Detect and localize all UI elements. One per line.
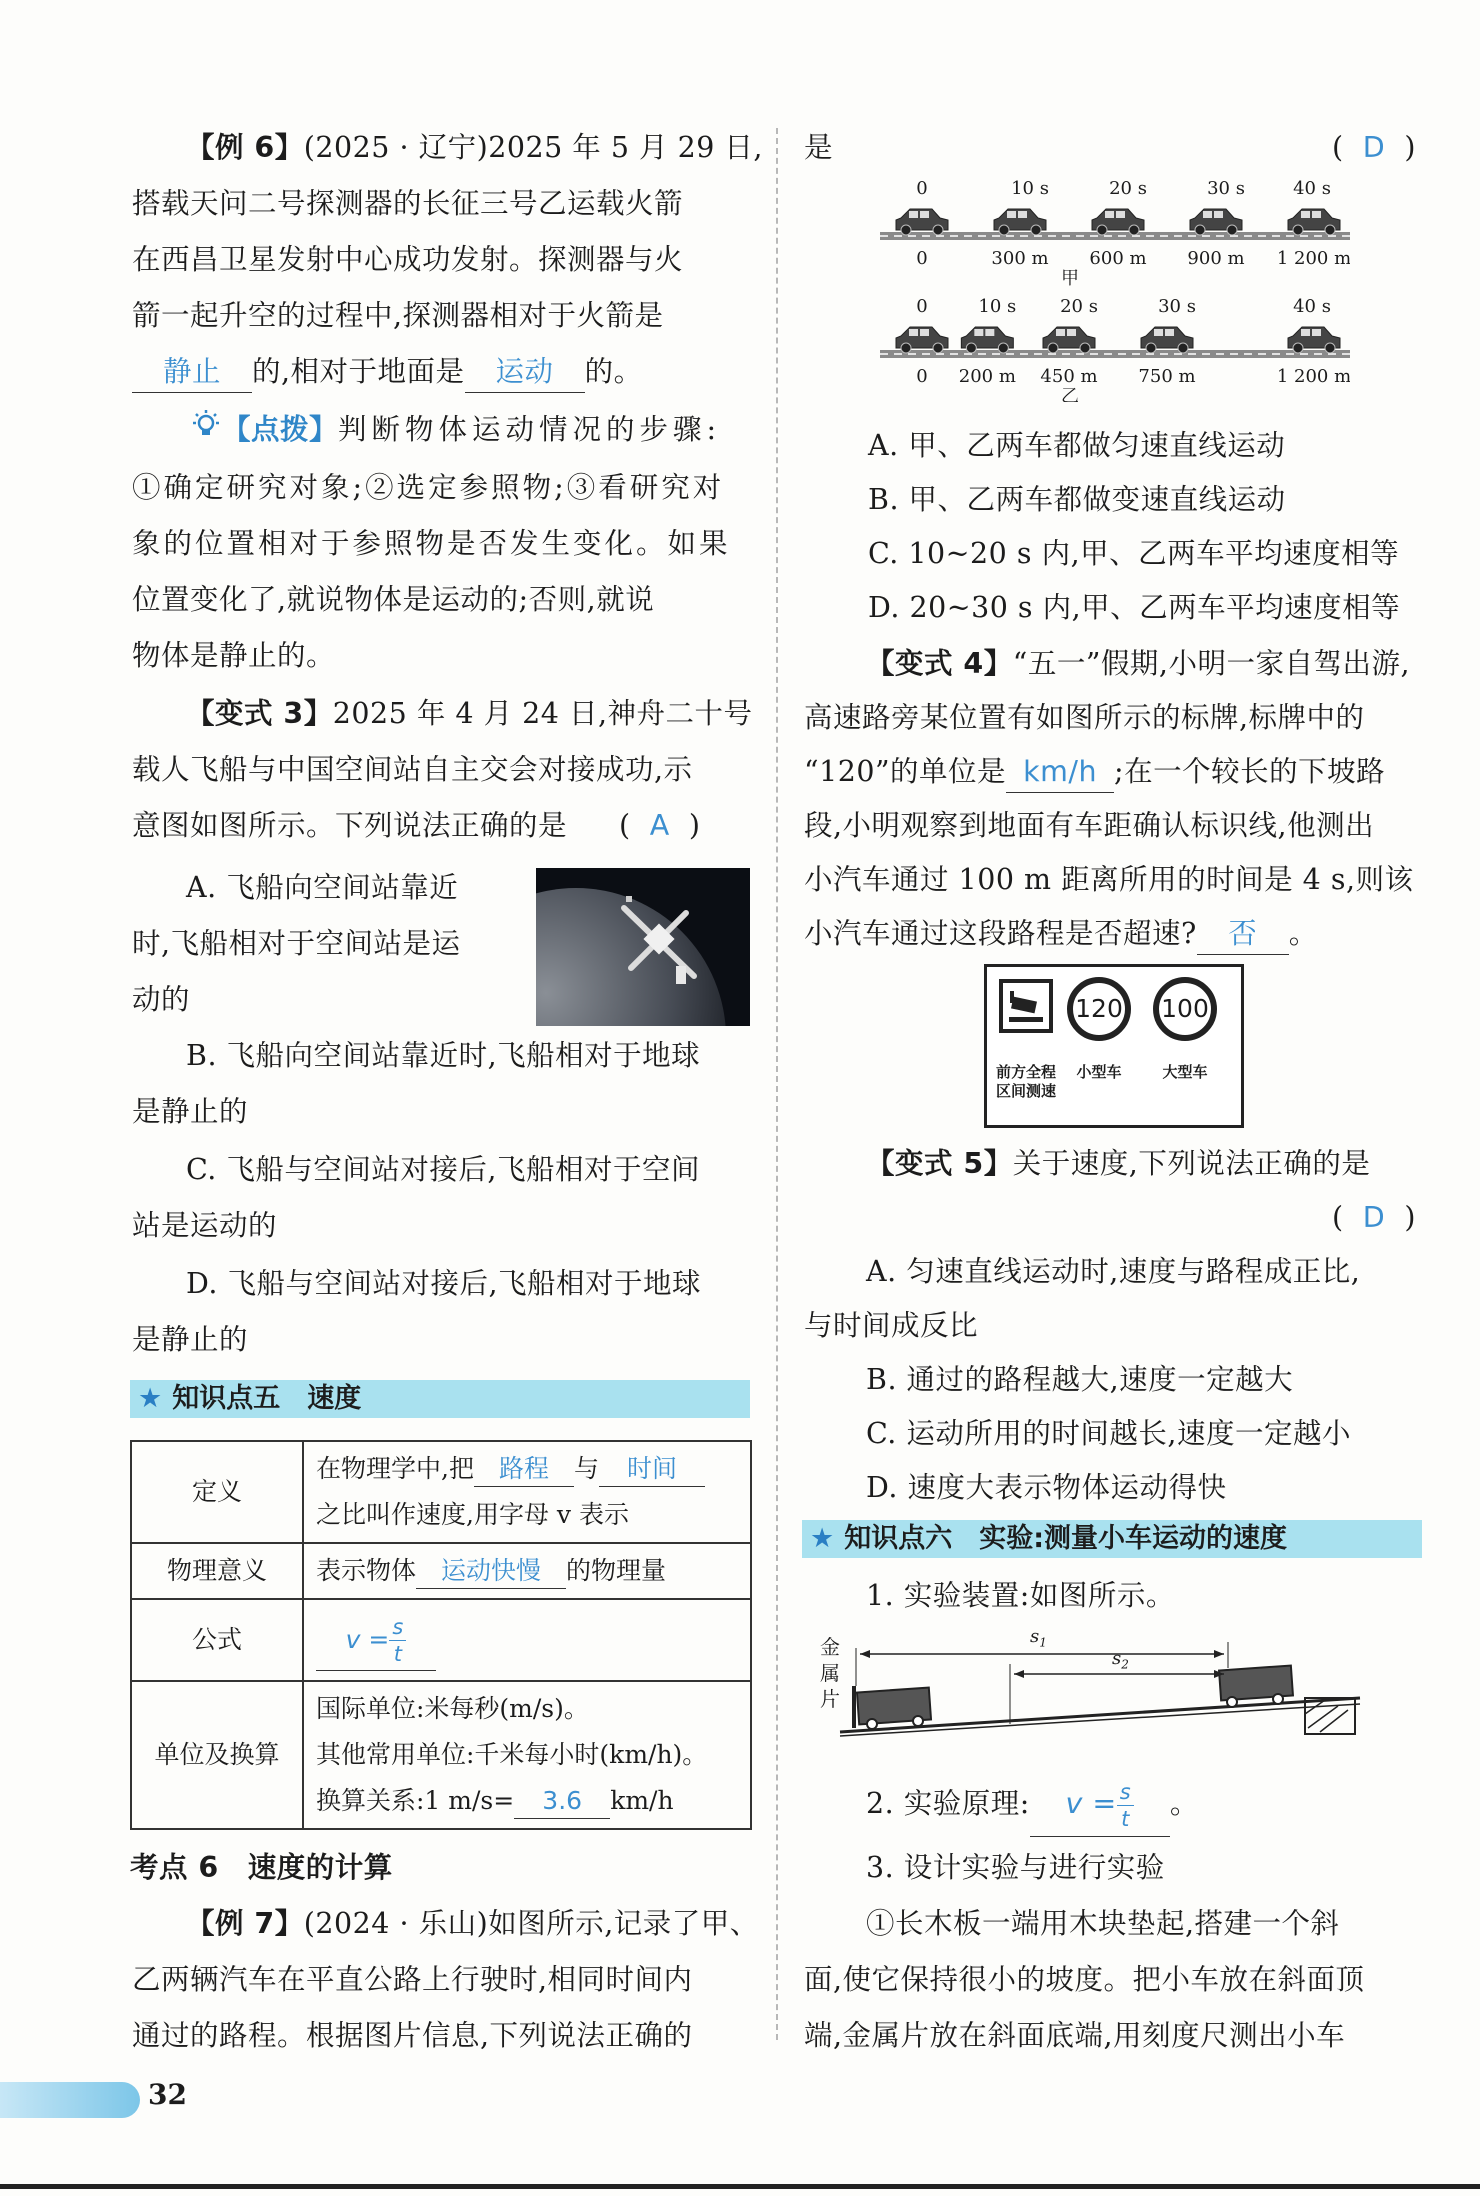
- example-7-continued: 是: [804, 131, 834, 164]
- answer-blank: 运动快慢: [416, 1554, 566, 1589]
- metal-plate-label: 金属片: [820, 1635, 840, 1711]
- car-icon: [1092, 209, 1144, 235]
- s2-label: $s_2$: [1112, 1648, 1129, 1672]
- table-header-formula: 公式: [131, 1599, 303, 1681]
- variant-5-option-a-2: 与时间成反比: [804, 1309, 979, 1342]
- example-7-line-2: 乙两辆汽车在平直公路上行驶时,相同时间内: [132, 1963, 693, 1996]
- experiment-step-3: 3. 设计实验与进行实验: [866, 1851, 1165, 1884]
- car-row-label: 甲: [1061, 268, 1079, 289]
- variant-5-option-d: D. 速度大表示物体运动得快: [866, 1471, 1227, 1504]
- variant-3-line-2: 载人飞船与中国空间站自主交会对接成功,示: [132, 753, 693, 786]
- variant-3-line-1: 【变式 3】2025 年 4 月 24 日,神舟二十号: [186, 697, 753, 730]
- time-label: 0: [916, 178, 928, 199]
- variant-3-option-b-1: B. 飞船向空间站靠近时,飞船相对于地球: [186, 1039, 701, 1072]
- table-cell-formula: [303, 1599, 751, 1681]
- example-6-line-1: 【例 6】(2025 · 辽宁)2025 年 5 月 29 日,: [186, 131, 763, 164]
- variant-3-option-a-1: A. 飞船向空间站靠近: [186, 871, 459, 904]
- answer-blank: 路程: [474, 1452, 574, 1487]
- formula-answer: v = $\frac{s}{t}$: [316, 1610, 436, 1671]
- time-label: 30 s: [1207, 178, 1245, 199]
- variant-4-line-6: 小汽车通过这段路程是否超速? 否 。: [804, 906, 1318, 962]
- table-header-meaning: 物理意义: [131, 1543, 303, 1599]
- variant-4-line-5: 小汽车通过 100 m 距离所用的时间是 4 s,则该: [804, 863, 1414, 896]
- time-label: 40 s: [1293, 296, 1331, 317]
- tip-line-2: ①确定研究对象;②选定参照物;③看研究对: [132, 471, 725, 504]
- car-row-label: 乙: [1061, 386, 1079, 402]
- table-row: [131, 1681, 751, 1829]
- speed-limit-100-icon: 100: [1153, 977, 1217, 1041]
- car-icon: [1288, 209, 1340, 235]
- exam-point-6-title: 考点 6 速度的计算: [130, 1851, 393, 1884]
- example-6-line-5: 静止 的,相对于地面是 运动 的。: [132, 344, 643, 400]
- scan-edge-line: [0, 2184, 1480, 2189]
- distance-label: 600 m: [1089, 248, 1147, 269]
- distance-label: 200 m: [958, 366, 1016, 387]
- variant-3-option-d-2: 是静止的: [132, 1323, 249, 1356]
- time-label: 20 s: [1109, 178, 1147, 199]
- answer-blank: 3.6: [514, 1784, 610, 1819]
- lightbulb-icon: [190, 404, 222, 460]
- example-6-line-3: 在西昌卫星发射中心成功发射。探测器与火: [132, 243, 684, 276]
- answer-blank: 运动: [465, 352, 585, 393]
- car-icon: [1288, 327, 1340, 353]
- variant-5-option-c: C. 运动所用的时间越长,速度一定越小: [866, 1417, 1351, 1450]
- variant-3-option-b-2: 是静止的: [132, 1095, 249, 1128]
- table-header-definition: 定义: [131, 1441, 303, 1543]
- formula-answer: v = $\frac{s}{t}$: [1030, 1772, 1170, 1837]
- table-cell-units: 国际单位:米每秒(m/s)。 其他常用单位:千米每小时(km/h)。 换算关系:1 m/s= 3.6 km/h: [303, 1681, 751, 1829]
- answer-blank: 否: [1197, 914, 1289, 955]
- variant-5-answer: ( D ): [1332, 1201, 1416, 1234]
- variant-4-line-3: “120”的单位是 km/h ;在一个较长的下坡路: [804, 744, 1385, 800]
- star-icon: ★: [810, 1523, 835, 1554]
- time-label: 30 s: [1158, 296, 1196, 317]
- speed-camera-icon: [999, 979, 1053, 1033]
- variant-3-line-3: 意图如图所示。下列说法正确的是 ( A ): [132, 809, 701, 842]
- experiment-paragraph-line-1: ①长木板一端用木块垫起,搭建一个斜: [866, 1907, 1340, 1940]
- time-label: 40 s: [1293, 178, 1331, 199]
- variant-5-option-a-1: A. 匀速直线运动时,速度与路程成正比,: [866, 1255, 1361, 1288]
- example-7-line-3: 通过的路程。根据图片信息,下列说法正确的: [132, 2019, 693, 2052]
- page-number: 32: [148, 2078, 187, 2111]
- experiment-paragraph-line-2: 面,使它保持很小的坡度。把小车放在斜面顶: [804, 1963, 1365, 1996]
- variant-5-option-b: B. 通过的路程越大,速度一定越大: [866, 1363, 1294, 1396]
- variant-3-option-c-1: C. 飞船与空间站对接后,飞船相对于空间: [186, 1153, 700, 1186]
- car-distance-diagram: [880, 176, 1350, 402]
- answer-letter: D: [1362, 1201, 1386, 1234]
- variant-4-line-2: 高速路旁某位置有如图所示的标牌,标牌中的: [804, 701, 1365, 734]
- answer-letter: D: [1362, 131, 1386, 164]
- table-cell-meaning: 表示物体 运动快慢 的物理量: [303, 1543, 751, 1599]
- sign-label-large-car: 大型车: [1162, 1063, 1208, 1081]
- knowledge-point-5-banner: ★ 知识点五 速度: [130, 1380, 750, 1418]
- distance-label: 900 m: [1187, 248, 1245, 269]
- incline-experiment-diagram: [820, 1628, 1380, 1738]
- variant-5-line-1: 【变式 5】关于速度,下列说法正确的是: [866, 1147, 1371, 1180]
- page-number-bar: [0, 2082, 140, 2118]
- speed-definition-table: [130, 1440, 752, 1830]
- answer-blank: km/h: [1006, 752, 1114, 793]
- car-icon: [1190, 209, 1242, 235]
- sign-label-small-car: 小型车: [1076, 1063, 1122, 1081]
- distance-label: 1 200 m: [1276, 248, 1350, 269]
- space-station-image: [536, 868, 750, 1026]
- table-row: [131, 1543, 751, 1599]
- example-6-line-2: 搭载天问二号探测器的长征三号乙运载火箭: [132, 187, 684, 220]
- distance-label: 750 m: [1138, 366, 1196, 387]
- example-6-line-4: 箭一起升空的过程中,探测器相对于火箭是: [132, 299, 664, 332]
- variant-3-option-c-2: 站是运动的: [132, 1209, 278, 1242]
- speed-limit-sign: [984, 964, 1244, 1128]
- sign-label-camera: 前方全程 区间测速: [995, 1063, 1056, 1100]
- car-icon: [1043, 327, 1095, 353]
- example-7-option-c: C. 10~20 s 内,甲、乙两车平均速度相等: [868, 537, 1400, 570]
- column-divider: [776, 128, 778, 2040]
- variant-3-option-a-3: 动的: [132, 983, 191, 1016]
- variant-4-line-4: 段,小明观察到地面有车距确认标识线,他测出: [804, 809, 1375, 842]
- time-label: 10 s: [1011, 178, 1049, 199]
- answer-letter: A: [649, 809, 670, 842]
- variant-3-option-a-2: 时,飞船相对于空间站是运: [132, 927, 461, 960]
- tip-line-3: 象的位置相对于参照物是否发生变化。如果: [132, 527, 731, 560]
- example-7-option-b: B. 甲、乙两车都做变速直线运动: [868, 483, 1286, 516]
- time-label: 20 s: [1060, 296, 1098, 317]
- answer-blank: 时间: [599, 1452, 705, 1487]
- experiment-step-1: 1. 实验装置:如图所示。: [866, 1579, 1175, 1612]
- distance-label: 0: [916, 366, 928, 387]
- speed-limit-120-icon: 120: [1067, 977, 1131, 1041]
- table-row: [131, 1441, 751, 1543]
- variant-3-option-d-1: D. 飞船与空间站对接后,飞船相对于地球: [186, 1267, 702, 1300]
- tip-line-5: 物体是静止的。: [132, 639, 336, 672]
- car-icon: [1141, 327, 1193, 353]
- answer-blank: 静止: [132, 352, 252, 393]
- variant-4-line-1: 【变式 4】“五一”假期,小明一家自驾出游,: [866, 647, 1411, 680]
- table-cell-definition: 在物理学中,把 路程 与 时间 之比叫作速度,用字母 v 表示: [303, 1441, 751, 1543]
- tip-line-4: 位置变化了,就说物体是运动的;否则,就说: [132, 583, 655, 616]
- table-header-units: 单位及换算: [131, 1681, 303, 1829]
- example-7-answer: ( D ): [1332, 131, 1416, 164]
- car-icon: [896, 327, 948, 353]
- star-icon: ★: [138, 1383, 163, 1414]
- experiment-paragraph-line-3: 端,金属片放在斜面底端,用刻度尺测出小车: [804, 2019, 1346, 2052]
- table-row: [131, 1599, 751, 1681]
- distance-label: 450 m: [1040, 366, 1098, 387]
- tip-line-1: 【点拨】判断物体运动情况的步骤:: [190, 402, 721, 460]
- example-7-line-1: 【例 7】(2024 · 乐山)如图所示,记录了甲、: [186, 1907, 759, 1940]
- distance-label: 1 200 m: [1276, 366, 1350, 387]
- distance-label: 0: [916, 248, 928, 269]
- car-diagram-svg: [880, 176, 1350, 402]
- experiment-step-2: 2. 实验原理: v = $\frac{s}{t}$ 。: [866, 1772, 1199, 1837]
- example-7-option-a: A. 甲、乙两车都做匀速直线运动: [868, 429, 1286, 462]
- car-icon: [961, 327, 1013, 353]
- car-icon: [994, 209, 1046, 235]
- knowledge-point-6-banner: ★ 知识点六 实验:测量小车运动的速度: [802, 1520, 1422, 1558]
- time-label: 10 s: [978, 296, 1017, 317]
- time-label: 0: [916, 296, 928, 317]
- car-icon: [896, 209, 948, 235]
- example-7-option-d: D. 20~30 s 内,甲、乙两车平均速度相等: [868, 591, 1401, 624]
- s1-label: $s_1$: [1030, 1626, 1047, 1650]
- distance-label: 300 m: [991, 248, 1049, 269]
